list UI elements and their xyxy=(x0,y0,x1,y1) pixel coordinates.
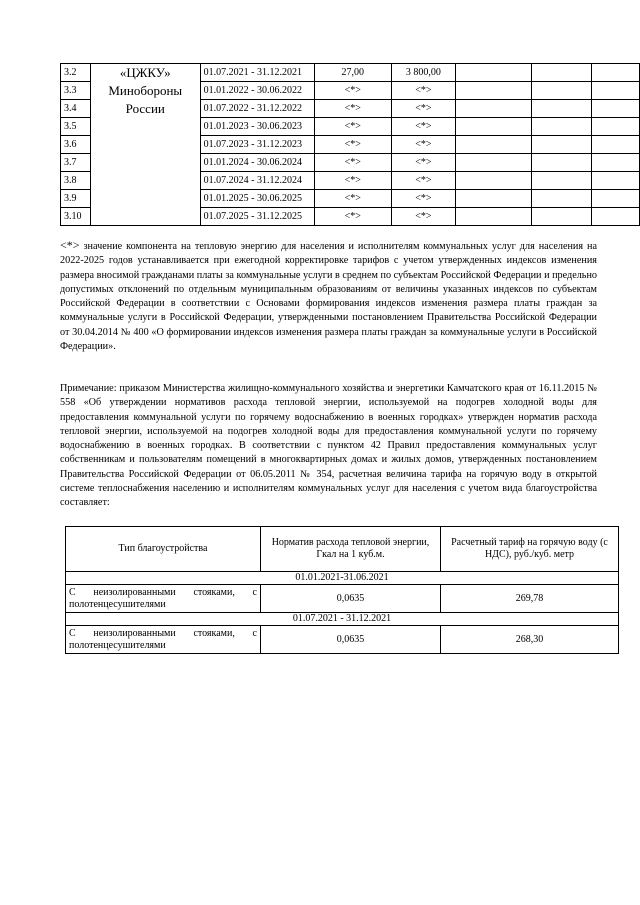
empty-cell xyxy=(455,136,531,154)
empty-cell xyxy=(455,154,531,172)
period-row xyxy=(66,613,619,626)
row-label: С неизолированными стояками, с полотенцесушителями xyxy=(66,585,261,613)
row-value-1: 27,00 xyxy=(314,64,391,82)
empty-cell xyxy=(592,154,640,172)
empty-cell xyxy=(592,100,640,118)
row-period: 01.07.2025 - 31.12.2025 xyxy=(200,208,314,226)
empty-cell xyxy=(455,64,531,82)
tariff-table xyxy=(60,63,640,226)
row-value-1: <*> xyxy=(314,154,391,172)
note-paragraph: Примечание: приказом Министерства жилищно-коммунального хозяйства и энергетики Камчатского края от 16.11.2015 № 558 «Об утверждении нормативов расхода тепловой энергии, используемой на подогрев холодной воды для предоставления коммунальной услуги по горячему водоснабжению в военных городках» утвержден норматив расхода тепловой энергии, используемой на подогрев холодной воды для предоставления коммунальной услуги по горячему водоснабжению в военных городках. В соответствии с пунктом 42 Правил предоставления коммунальных услуг собственникам и пользователям помещений в многоквартирных домах и жилых домов, утвержденных постановлением Правительства Российской Федерации от 06.05.2011 № 354, расчетная величина тарифа на горячую воду в открытой системе теплоснабжения населению и исполнителям коммунальных услуг для населения с учетом вида благоустройства составляет: xyxy=(60,383,597,509)
empty-cell xyxy=(455,100,531,118)
empty-cell xyxy=(531,172,591,190)
empty-cell xyxy=(592,136,640,154)
header-tariff: Расчетный тариф на горячую воду (с НДС), руб./куб. метр xyxy=(441,527,619,572)
row-number: 3.7 xyxy=(61,154,91,172)
row-value-1: <*> xyxy=(314,136,391,154)
empty-cell xyxy=(531,190,591,208)
row-norm: 0,0635 xyxy=(261,626,441,654)
row-period: 01.07.2024 - 31.12.2024 xyxy=(200,172,314,190)
row-period: 01.01.2022 - 30.06.2022 xyxy=(200,82,314,100)
empty-cell xyxy=(531,208,591,226)
row-number: 3.8 xyxy=(61,172,91,190)
empty-cell xyxy=(531,118,591,136)
footnote-symbol: <*> xyxy=(60,238,80,252)
empty-cell xyxy=(455,82,531,100)
row-number: 3.2 xyxy=(61,64,91,82)
row-number: 3.5 xyxy=(61,118,91,136)
row-tariff: 269,78 xyxy=(441,585,619,613)
empty-cell xyxy=(531,100,591,118)
table-row xyxy=(66,585,619,613)
hot-water-tariff-table xyxy=(65,526,619,654)
row-value-2: <*> xyxy=(391,136,455,154)
row-period: 01.01.2025 - 30.06.2025 xyxy=(200,190,314,208)
row-period: 01.07.2023 - 31.12.2023 xyxy=(200,136,314,154)
empty-cell xyxy=(455,208,531,226)
row-period: 01.07.2022 - 31.12.2022 xyxy=(200,100,314,118)
empty-cell xyxy=(592,64,640,82)
row-number: 3.9 xyxy=(61,190,91,208)
empty-cell xyxy=(592,172,640,190)
empty-cell xyxy=(531,154,591,172)
row-value-2: <*> xyxy=(391,154,455,172)
period-label: 01.07.2021 - 31.12.2021 xyxy=(66,613,619,626)
empty-cell xyxy=(455,190,531,208)
table-row xyxy=(61,64,640,82)
row-tariff: 268,30 xyxy=(441,626,619,654)
empty-cell xyxy=(592,208,640,226)
row-norm: 0,0635 xyxy=(261,585,441,613)
row-number: 3.3 xyxy=(61,82,91,100)
row-label: С неизолированными стояками, с полотенцесушителями xyxy=(66,626,261,654)
row-period: 01.07.2021 - 31.12.2021 xyxy=(200,64,314,82)
row-value-1: <*> xyxy=(314,100,391,118)
footnote-text: значение компонента на тепловую энергию для населения и исполнителям коммунальных услуг для населения на 2022-2025 годов устанавливается при ежегодной корректировке тарифов с учетом утвержденных индексов изменения размера вносимой гражданами платы за коммунальные услуги в среднем по субъектам Российской Федерации и предельно допустимых отклонений по отдельным муниципальным образованиям от величины указанных индексов по субъектам Российской Федерации в соответствии с Основами формирования индексов изменения размера платы граждан за коммунальные услуги в Российской Федерации, утвержденными постановлением Правительства Российской Федерации от 30.04.2014 № 400 «О формировании индексов изменения размера платы граждан за коммунальные услуги в Российской Федерации». xyxy=(60,241,597,353)
row-value-2: <*> xyxy=(391,172,455,190)
header-type: Тип благоустройства xyxy=(66,527,261,572)
row-number: 3.4 xyxy=(61,100,91,118)
empty-cell xyxy=(592,190,640,208)
row-value-2: 3 800,00 xyxy=(391,64,455,82)
row-value-1: <*> xyxy=(314,82,391,100)
footnote xyxy=(60,238,597,354)
empty-cell xyxy=(455,118,531,136)
row-value-2: <*> xyxy=(391,118,455,136)
row-value-1: <*> xyxy=(314,208,391,226)
row-value-2: <*> xyxy=(391,190,455,208)
row-number: 3.6 xyxy=(61,136,91,154)
empty-cell xyxy=(531,82,591,100)
row-value-1: <*> xyxy=(314,118,391,136)
row-value-2: <*> xyxy=(391,82,455,100)
empty-cell xyxy=(531,136,591,154)
row-period: 01.01.2023 - 30.06.2023 xyxy=(200,118,314,136)
row-number: 3.10 xyxy=(61,208,91,226)
header-norm: Норматив расхода тепловой энергии, Гкал на 1 куб.м. xyxy=(261,527,441,572)
row-value-1: <*> xyxy=(314,172,391,190)
row-period: 01.01.2024 - 30.06.2024 xyxy=(200,154,314,172)
empty-cell xyxy=(592,118,640,136)
row-value-2: <*> xyxy=(391,208,455,226)
row-value-1: <*> xyxy=(314,190,391,208)
organization-name: «ЦЖКУ» Минобороны России xyxy=(90,64,200,226)
period-label: 01.01.2021-31.06.2021 xyxy=(66,572,619,585)
table-header-row xyxy=(66,527,619,572)
table-row xyxy=(66,626,619,654)
empty-cell xyxy=(592,82,640,100)
period-row xyxy=(66,572,619,585)
empty-cell xyxy=(531,64,591,82)
row-value-2: <*> xyxy=(391,100,455,118)
empty-cell xyxy=(455,172,531,190)
